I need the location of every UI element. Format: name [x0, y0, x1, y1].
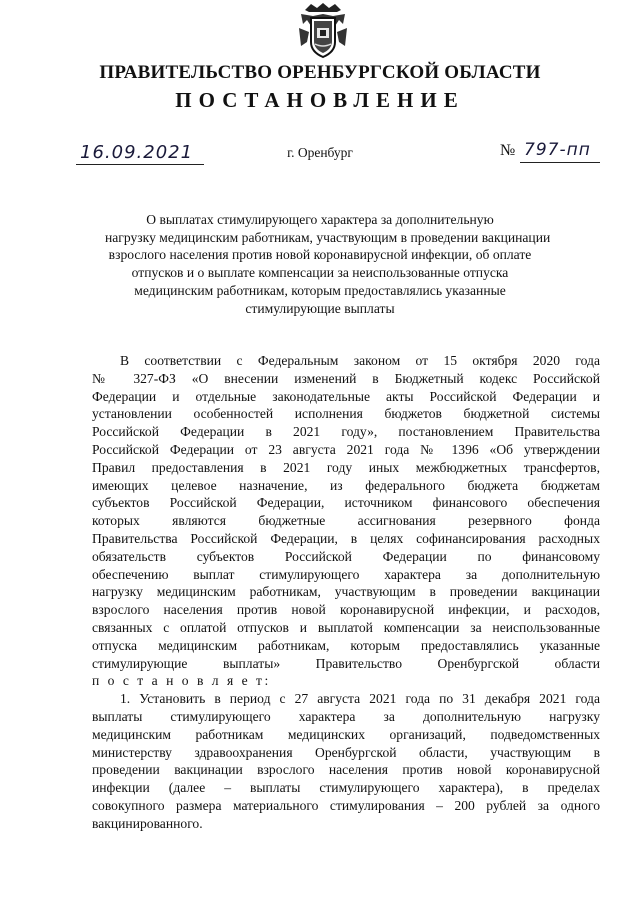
body-line: установлении особенностей исполнения бюджетов бюджетной системы [92, 406, 600, 422]
body-line: отпуска медицинским работникам, которым предоставлялись указанные [92, 637, 600, 653]
body-line: обеспечению выплат стимулирующего характера за дополнительную [92, 566, 600, 582]
document-number-field [500, 140, 600, 164]
body-line: Российской Федерации от 23 августа 2021 года № 1396 «Об утверждении [92, 441, 600, 457]
body-line: Правил предоставления в 2021 году иных межбюджетных трансфертов, [92, 459, 600, 475]
title-line: отпусков и о выплате компенсации за неиспользованные отпуска [131, 265, 509, 281]
body-line: субъектов Российской Федерации, источником финансового обеспечения [92, 495, 600, 511]
document-title [105, 211, 551, 317]
body-line: В соответствии с Федеральным законом от 15 октября 2020 года [120, 353, 600, 368]
body-line: которых являются бюджетные ассигнования резервного фонда [92, 513, 600, 529]
body-line: медицинским работникам медицинских организаций, подведомственных [92, 726, 600, 742]
body-line: вакцинированного. [92, 815, 203, 831]
body-line: Федерации и отдельные законодательные акты Российской Федерации и [92, 388, 600, 404]
body-line: инфекции (далее – выплаты стимулирующего характера), в пределах [92, 780, 600, 796]
body-line: связанных с оплатой отпусков и выплатой компенсации за неиспользованные [92, 619, 600, 635]
document-city: г. Оренбург [287, 145, 353, 160]
document-type: ПОСТАНОВЛЕНИЕ [175, 88, 465, 112]
document-body [92, 352, 600, 833]
resolution-keyword: п о с т а н о в л я е т: [92, 673, 271, 689]
body-line: проведении вакцинации взрослого населения против новой коронавирусной [92, 762, 600, 778]
body-line: 1. Установить в период с 27 августа 2021 года по 31 декабря 2021 года [120, 691, 600, 707]
document-date: 16.09.2021 [80, 142, 194, 163]
body-line: стимулирующие выплаты» Правительство Оренбургской области [92, 655, 600, 671]
title-line: стимулирующие выплаты [245, 300, 395, 316]
body-line: Российской Федерации в 2021 году», постановлением Правительства [92, 424, 600, 440]
title-line: нагрузку медицинским работникам, участвующим в проведении вакцинации [105, 229, 551, 245]
title-line: О выплатах стимулирующего характера за дополнительную [146, 212, 494, 227]
number-symbol: № [500, 142, 516, 159]
body-line: имеющих целевое назначение, из федерального бюджета бюджетам [92, 477, 600, 493]
body-line: совокупного размера материального стимулирования – 200 рублей за одного [92, 797, 600, 813]
body-line: обязательств субъектов Российской Федерации по финансовому [92, 548, 600, 564]
body-line: министерству здравоохранения Оренбургской области, участвующим в [92, 744, 600, 760]
orenburg-coat-of-arms-icon [297, 2, 349, 60]
title-line: медицинским работникам, которым предоставлялись указанные [134, 282, 506, 298]
body-line: выплаты стимулирующего характера за дополнительную нагрузку [92, 708, 600, 724]
number-underline [520, 162, 600, 163]
body-line: взрослого населения против новой коронавирусной инфекции, и расходов, [92, 602, 600, 618]
body-line: Правительства Российской Федерации, в целях софинансирования расходных [92, 530, 600, 546]
document-number: 797-пп [524, 140, 591, 160]
organization-name: ПРАВИТЕЛЬСТВО ОРЕНБУРГСКОЙ ОБЛАСТИ [99, 62, 541, 83]
body-line: № 327-ФЗ «О внесении изменений в Бюджетный кодекс Российской [92, 370, 600, 386]
body-line: нагрузку медицинским работникам, участвующим в проведении вакцинации [92, 584, 600, 600]
title-line: взрослого населения против новой коронавирусной инфекции, об оплате [108, 247, 532, 263]
